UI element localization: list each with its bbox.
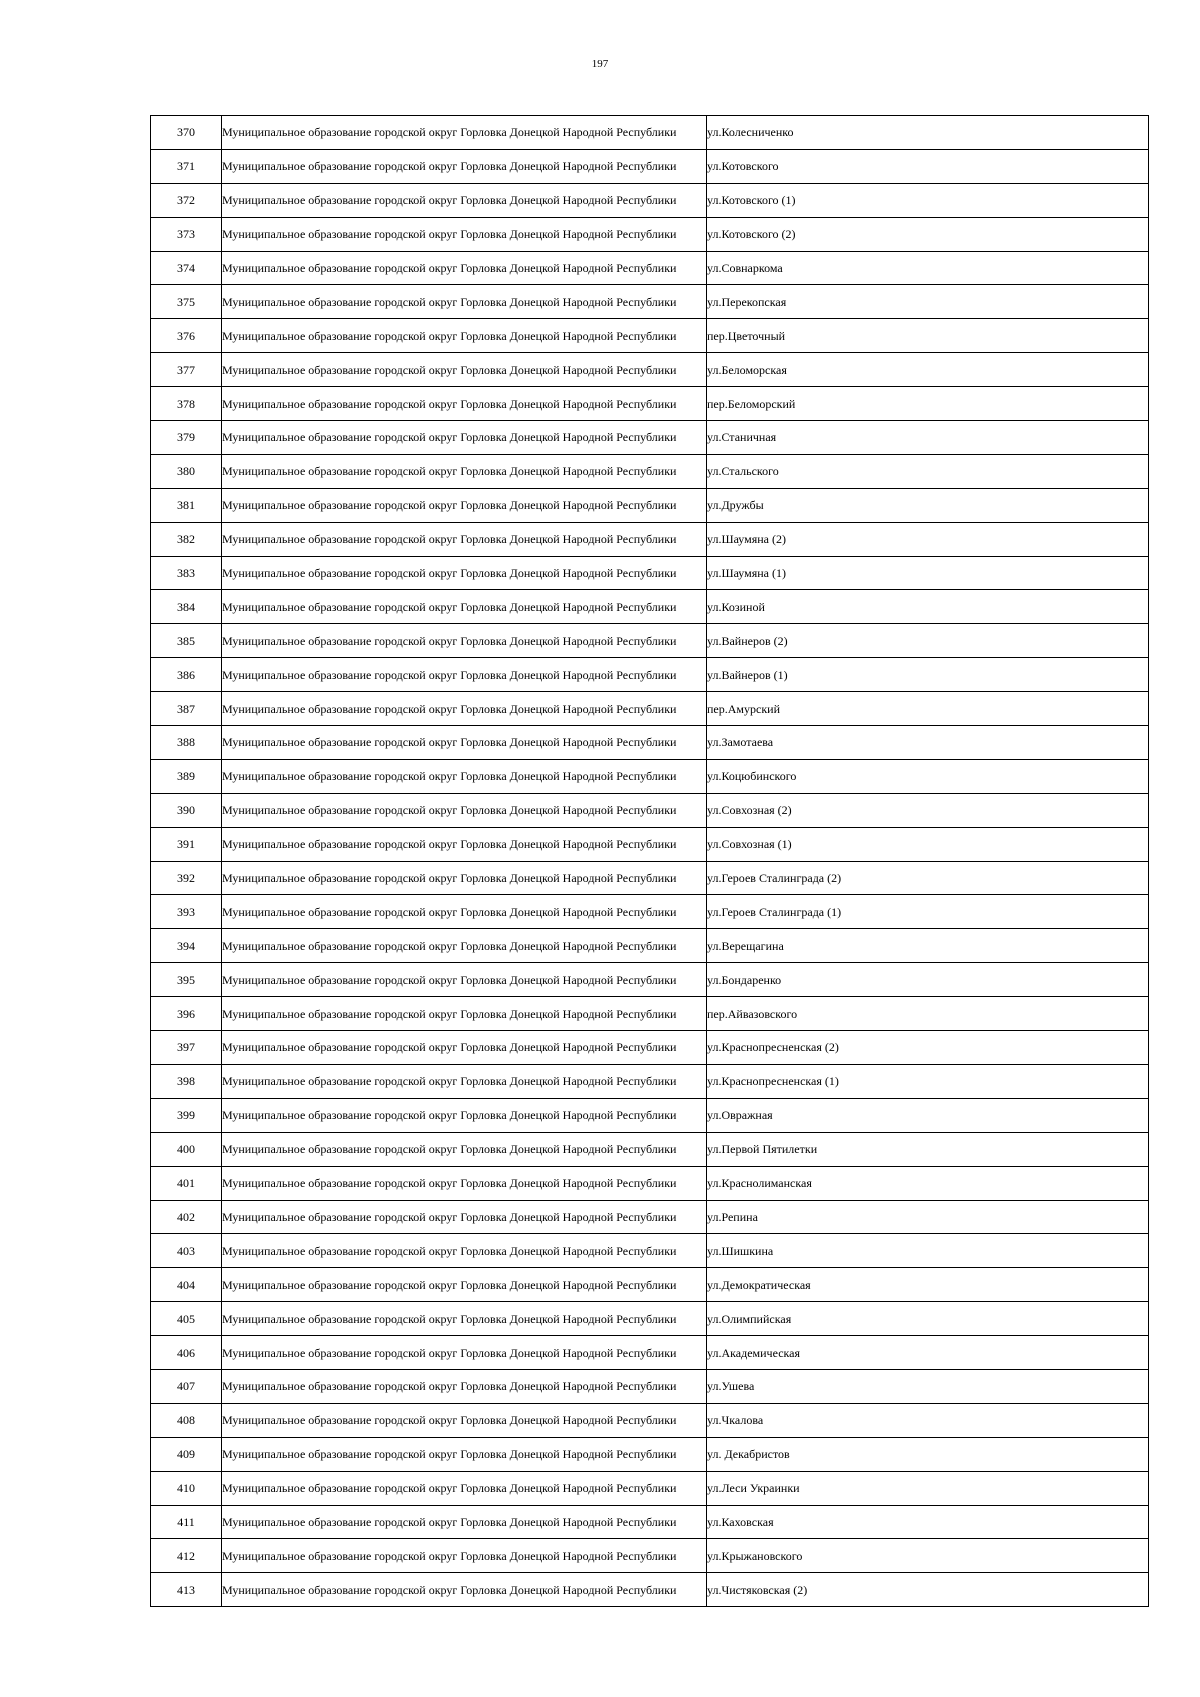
municipality-name: Муниципальное образование городской округ Горловка Донецкой Народной Республики [222,1166,707,1200]
table-row [151,1302,1149,1336]
street-name: ул.Краснопресненская (2) [707,1031,1149,1065]
municipality-name: Муниципальное образование городской округ Горловка Донецкой Народной Республики [222,658,707,692]
row-number: 411 [151,1505,222,1539]
row-number: 387 [151,692,222,726]
row-number: 386 [151,658,222,692]
municipality-name: Муниципальное образование городской округ Горловка Донецкой Народной Республики [222,759,707,793]
table-row [151,1369,1149,1403]
table-row [151,454,1149,488]
table-row [151,759,1149,793]
municipality-name: Муниципальное образование городской округ Горловка Донецкой Народной Республики [222,1302,707,1336]
table-row [151,1505,1149,1539]
municipality-name: Муниципальное образование городской округ Горловка Донецкой Народной Республики [222,1064,707,1098]
street-name: ул.Козиной [707,590,1149,624]
table-row [151,421,1149,455]
street-name: ул.Совхозная (2) [707,793,1149,827]
row-number: 370 [151,116,222,150]
table-row [151,522,1149,556]
row-number: 395 [151,963,222,997]
municipality-name: Муниципальное образование городской округ Горловка Донецкой Народной Республики [222,1098,707,1132]
table-row [151,149,1149,183]
table-row [151,251,1149,285]
municipality-name: Муниципальное образование городской округ Горловка Донецкой Народной Республики [222,861,707,895]
municipality-name: Муниципальное образование городской округ Горловка Донецкой Народной Республики [222,1573,707,1607]
row-number: 372 [151,183,222,217]
page-number: 197 [591,58,609,70]
row-number: 379 [151,421,222,455]
street-name: ул.Коцюбинского [707,759,1149,793]
row-number: 384 [151,590,222,624]
municipality-name: Муниципальное образование городской округ Горловка Донецкой Народной Республики [222,251,707,285]
street-name: ул.Краснопресненская (1) [707,1064,1149,1098]
table-row [151,1403,1149,1437]
table-row [151,1064,1149,1098]
municipality-name: Муниципальное образование городской округ Горловка Донецкой Народной Республики [222,1200,707,1234]
table-row [151,1200,1149,1234]
table-row [151,590,1149,624]
row-number: 400 [151,1132,222,1166]
street-name: ул.Академическая [707,1336,1149,1370]
table-row [151,1336,1149,1370]
table-row [151,1437,1149,1471]
row-number: 390 [151,793,222,827]
table-row [151,929,1149,963]
table-row [151,793,1149,827]
row-number: 392 [151,861,222,895]
row-number: 398 [151,1064,222,1098]
table-row [151,556,1149,590]
table-row [151,827,1149,861]
street-name: ул.Котовского [707,149,1149,183]
street-name: ул.Овражная [707,1098,1149,1132]
table-row [151,1031,1149,1065]
table-row [151,1573,1149,1607]
row-number: 399 [151,1098,222,1132]
table-row [151,319,1149,353]
street-name: ул.Вайнеров (1) [707,658,1149,692]
row-number: 375 [151,285,222,319]
row-number: 401 [151,1166,222,1200]
street-name: пер.Амурский [707,692,1149,726]
municipality-name: Муниципальное образование городской округ Горловка Донецкой Народной Республики [222,353,707,387]
row-number: 373 [151,217,222,251]
municipality-name: Муниципальное образование городской округ Горловка Донецкой Народной Республики [222,183,707,217]
row-number: 397 [151,1031,222,1065]
street-name: ул.Бондаренко [707,963,1149,997]
row-number: 405 [151,1302,222,1336]
row-number: 374 [151,251,222,285]
row-number: 377 [151,353,222,387]
municipality-name: Муниципальное образование городской округ Горловка Донецкой Народной Республики [222,1471,707,1505]
streets-table [150,115,1149,1607]
municipality-name: Муниципальное образование городской округ Горловка Донецкой Народной Республики [222,217,707,251]
municipality-name: Муниципальное образование городской округ Горловка Донецкой Народной Республики [222,454,707,488]
street-name: ул.Героев Сталинграда (1) [707,895,1149,929]
municipality-name: Муниципальное образование городской округ Горловка Донецкой Народной Республики [222,116,707,150]
row-number: 382 [151,522,222,556]
row-number: 413 [151,1573,222,1607]
row-number: 391 [151,827,222,861]
table-row [151,183,1149,217]
row-number: 380 [151,454,222,488]
municipality-name: Муниципальное образование городской округ Горловка Донецкой Народной Республики [222,963,707,997]
street-name: пер.Айвазовского [707,997,1149,1031]
row-number: 385 [151,624,222,658]
street-name: ул.Верещагина [707,929,1149,963]
municipality-name: Муниципальное образование городской округ Горловка Донецкой Народной Республики [222,1031,707,1065]
street-name: ул.Демократическая [707,1268,1149,1302]
street-name: ул.Каховская [707,1505,1149,1539]
table-row [151,1234,1149,1268]
municipality-name: Муниципальное образование городской округ Горловка Донецкой Народной Республики [222,1437,707,1471]
street-name: ул.Перекопская [707,285,1149,319]
street-name: ул.Чистяковская (2) [707,1573,1149,1607]
table-row [151,1539,1149,1573]
street-name: ул. Декабристов [707,1437,1149,1471]
street-name: ул.Дружбы [707,488,1149,522]
municipality-name: Муниципальное образование городской округ Горловка Донецкой Народной Республики [222,319,707,353]
table-body [151,116,1149,1607]
street-name: ул.Ушева [707,1369,1149,1403]
municipality-name: Муниципальное образование городской округ Горловка Донецкой Народной Республики [222,285,707,319]
municipality-name: Муниципальное образование городской округ Горловка Донецкой Народной Республики [222,929,707,963]
municipality-name: Муниципальное образование городской округ Горловка Донецкой Народной Республики [222,1505,707,1539]
street-name: ул.Первой Пятилетки [707,1132,1149,1166]
row-number: 381 [151,488,222,522]
street-name: ул.Стальского [707,454,1149,488]
municipality-name: Муниципальное образование городской округ Горловка Донецкой Народной Республики [222,1369,707,1403]
street-name: ул.Краснолиманская [707,1166,1149,1200]
row-number: 393 [151,895,222,929]
municipality-name: Муниципальное образование городской округ Горловка Донецкой Народной Республики [222,149,707,183]
municipality-name: Муниципальное образование городской округ Горловка Донецкой Народной Республики [222,1268,707,1302]
street-name: ул.Леси Украинки [707,1471,1149,1505]
table-row [151,692,1149,726]
municipality-name: Муниципальное образование городской округ Горловка Донецкой Народной Республики [222,522,707,556]
row-number: 383 [151,556,222,590]
municipality-name: Муниципальное образование городской округ Горловка Донецкой Народной Республики [222,1132,707,1166]
row-number: 404 [151,1268,222,1302]
street-name: ул.Котовского (1) [707,183,1149,217]
street-name: ул.Шаумяна (2) [707,522,1149,556]
municipality-name: Муниципальное образование городской округ Горловка Донецкой Народной Республики [222,488,707,522]
table-row [151,895,1149,929]
row-number: 408 [151,1403,222,1437]
table-row [151,116,1149,150]
row-number: 396 [151,997,222,1031]
row-number: 410 [151,1471,222,1505]
municipality-name: Муниципальное образование городской округ Горловка Донецкой Народной Республики [222,556,707,590]
municipality-name: Муниципальное образование городской округ Горловка Донецкой Народной Республики [222,421,707,455]
street-name: ул.Олимпийская [707,1302,1149,1336]
street-name: ул.Котовского (2) [707,217,1149,251]
municipality-name: Муниципальное образование городской округ Горловка Донецкой Народной Республики [222,692,707,726]
street-name: пер.Беломорский [707,387,1149,421]
street-name: ул.Беломорская [707,353,1149,387]
table-row [151,387,1149,421]
municipality-name: Муниципальное образование городской округ Горловка Донецкой Народной Республики [222,1336,707,1370]
municipality-name: Муниципальное образование городской округ Горловка Донецкой Народной Республики [222,1403,707,1437]
municipality-name: Муниципальное образование городской округ Горловка Донецкой Народной Республики [222,827,707,861]
table-row [151,1166,1149,1200]
row-number: 406 [151,1336,222,1370]
street-name: ул.Замотаева [707,726,1149,760]
table-row [151,997,1149,1031]
table-row [151,1132,1149,1166]
table-row [151,658,1149,692]
table-row [151,285,1149,319]
street-name: пер.Цветочный [707,319,1149,353]
municipality-name: Муниципальное образование городской округ Горловка Донецкой Народной Республики [222,624,707,658]
street-name: ул.Шишкина [707,1234,1149,1268]
row-number: 403 [151,1234,222,1268]
table-row [151,963,1149,997]
row-number: 412 [151,1539,222,1573]
street-name: ул.Станичная [707,421,1149,455]
street-name: ул.Репина [707,1200,1149,1234]
table-row [151,726,1149,760]
row-number: 376 [151,319,222,353]
street-name: ул.Совнаркома [707,251,1149,285]
street-name: ул.Вайнеров (2) [707,624,1149,658]
municipality-name: Муниципальное образование городской округ Горловка Донецкой Народной Республики [222,387,707,421]
row-number: 389 [151,759,222,793]
row-number: 371 [151,149,222,183]
row-number: 394 [151,929,222,963]
municipality-name: Муниципальное образование городской округ Горловка Донецкой Народной Республики [222,997,707,1031]
street-name: ул.Колесниченко [707,116,1149,150]
row-number: 409 [151,1437,222,1471]
row-number: 378 [151,387,222,421]
row-number: 402 [151,1200,222,1234]
municipality-name: Муниципальное образование городской округ Горловка Донецкой Народной Республики [222,793,707,827]
street-name: ул.Героев Сталинграда (2) [707,861,1149,895]
table-row [151,861,1149,895]
table-row [151,488,1149,522]
street-name: ул.Крыжановского [707,1539,1149,1573]
municipality-name: Муниципальное образование городской округ Горловка Донецкой Народной Республики [222,1234,707,1268]
row-number: 388 [151,726,222,760]
municipality-name: Муниципальное образование городской округ Горловка Донецкой Народной Республики [222,1539,707,1573]
row-number: 407 [151,1369,222,1403]
street-name: ул.Совхозная (1) [707,827,1149,861]
table-row [151,353,1149,387]
street-name: ул.Шаумяна (1) [707,556,1149,590]
municipality-name: Муниципальное образование городской округ Горловка Донецкой Народной Республики [222,726,707,760]
table-row [151,1268,1149,1302]
table-row [151,1098,1149,1132]
table-row [151,624,1149,658]
table-row [151,1471,1149,1505]
municipality-name: Муниципальное образование городской округ Горловка Донецкой Народной Республики [222,590,707,624]
table-row [151,217,1149,251]
street-name: ул.Чкалова [707,1403,1149,1437]
municipality-name: Муниципальное образование городской округ Горловка Донецкой Народной Республики [222,895,707,929]
